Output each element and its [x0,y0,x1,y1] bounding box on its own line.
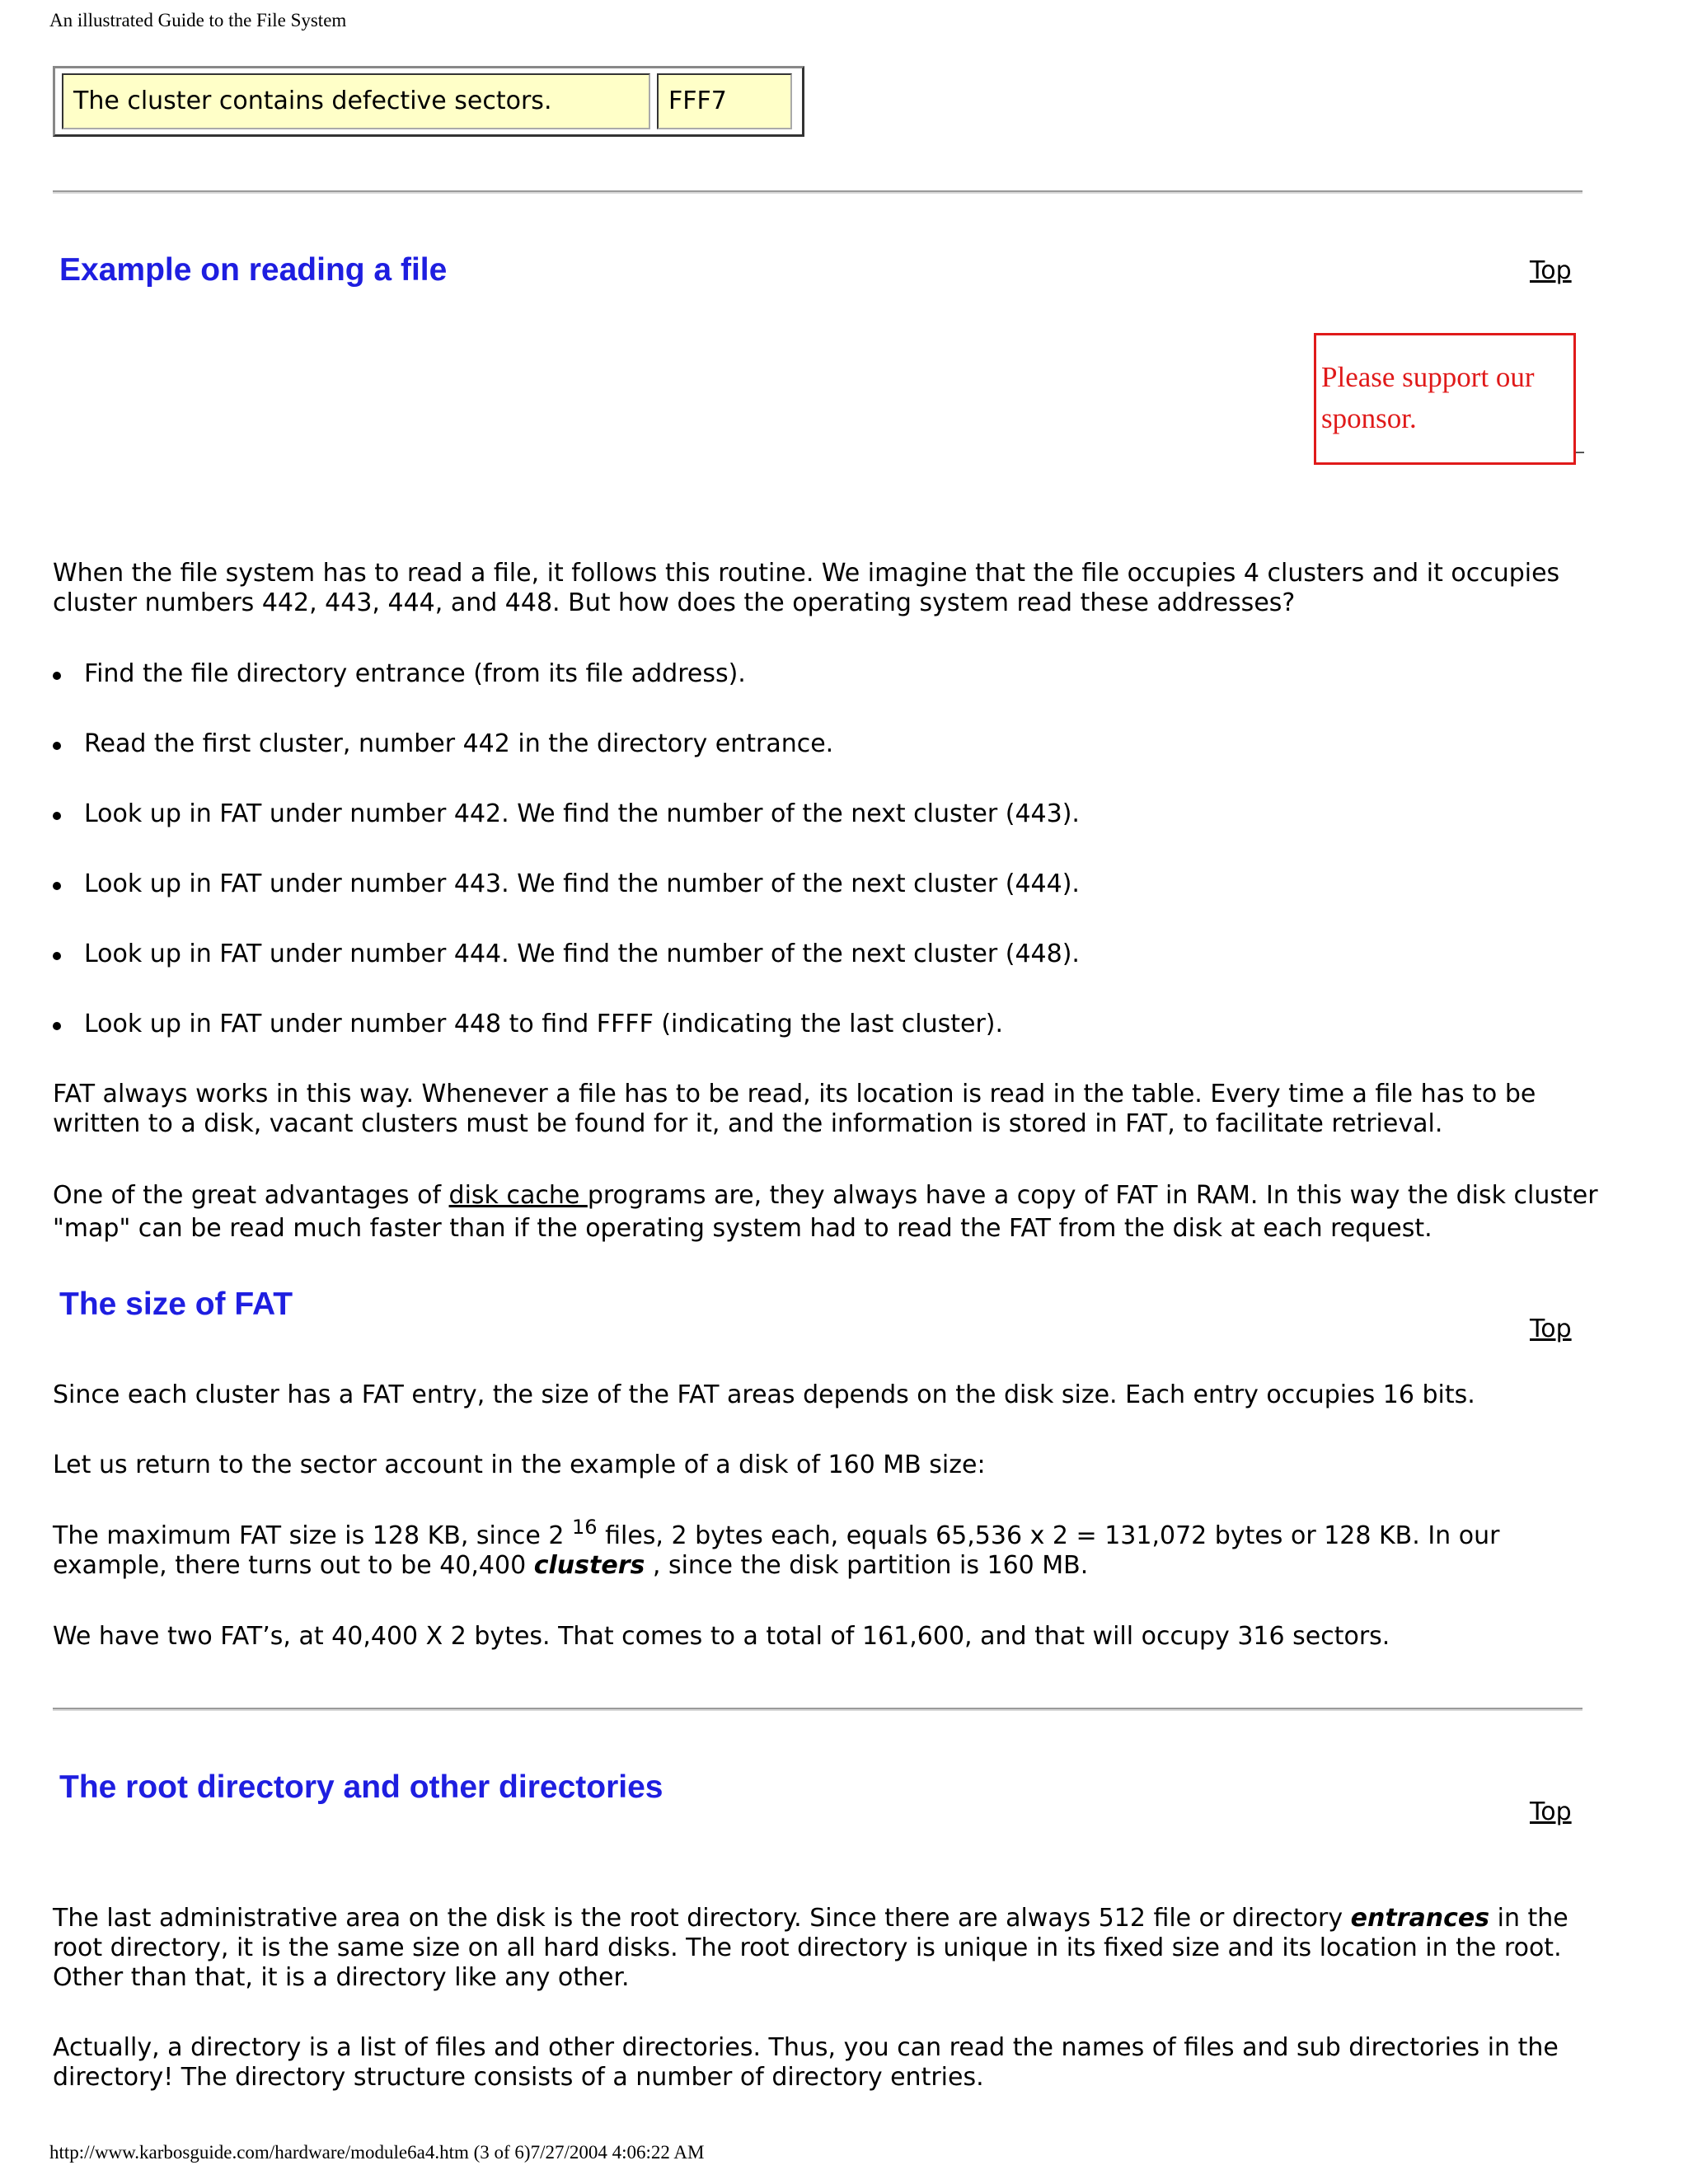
max-fat-size-paragraph: The maximum FAT size is 128 KB, since 2 $^{16}$ files, 2 bytes each, equals 65,536 x 2 = 131,072 bytes or 128 KB. In our example, there turns out to be 40,400 clusters , since the disk partition is 160 MB. [53,1516,1500,1580]
heading-size-of-fat: The size of FAT [59,1286,293,1322]
fat-table-description-cell: The cluster contains defective sectors. [62,73,650,129]
print-footer: http://www.karbosguide.com/hardware/module6a4.htm (3 of 6)7/27/2004 4:06:22 AM [49,2142,705,2163]
sponsor-box[interactable]: Please support our sponsor. [1314,333,1576,465]
print-header: An illustrated Guide to the File System [49,10,347,30]
bullet-icon [53,742,61,750]
top-link[interactable]: Top [1530,256,1572,285]
bullet-icon [53,952,61,960]
root-directory-paragraph: The last administrative area on the disk is the root directory. Since there are always 512 file or directory entrances in the root directory, it is the same size on all hard disks. The root directory is unique in its fixed size and its location in the root. Other than that, it is a directory like any other. [53,1904,1568,1992]
two-fats-paragraph: We have two FAT’s, at 40,400 X 2 bytes. That comes to a total of 161,600, and that will occupy 316 sectors. [53,1622,1390,1651]
section-divider [53,190,1582,194]
top-link[interactable]: Top [1530,1315,1572,1343]
disk-cache-link[interactable]: disk cache [448,1181,588,1210]
sponsor-link-underline [1576,452,1584,453]
heading-example-reading-file: Example on reading a file [59,252,448,288]
bullet-icon [53,882,61,890]
sector-account-paragraph: Let us return to the sector account in the example of a disk of 160 MB size: [53,1451,986,1479]
reading-routine-intro: When the file system has to read a file, it follows this routine. We imagine that the file occupies 4 clusters and it occupies cluster numbers 442, 443, 444, and 448. But how does the operating system read these addresses? [53,559,1560,617]
bullet-icon [53,1022,61,1030]
fat-usage-paragraph: FAT always works in this way. Whenever a file has to be read, its location is read in the table. Every time a file has to be written to a disk, vacant clusters must be found for it, and the information is stored in FAT, to facilitate retrieval. [53,1080,1536,1138]
heading-root-directory: The root directory and other directories [59,1769,663,1805]
disk-cache-paragraph: One of the great advantages of disk cache programs are, they always have a copy of FAT in RAM. In this way the disk cluster "map" can be read much faster than if the operating system had to read the FAT from the disk at each request. [53,1181,1598,1243]
fat-table-row [53,66,804,137]
fat-size-paragraph: Since each cluster has a FAT entry, the size of the FAT areas depends on the disk size. Each entry occupies 16 bits. [53,1380,1475,1409]
directory-list-paragraph: Actually, a directory is a list of files and other directories. Thus, you can read the names of files and sub directories in the directory! The directory structure consists of a number of directory entries. [53,2033,1559,2092]
fat-table-code-cell: FFF7 [657,73,792,129]
bullet-icon [53,672,61,680]
top-link[interactable]: Top [1530,1797,1572,1826]
section-divider [53,1708,1582,1711]
bullet-icon [53,812,61,820]
